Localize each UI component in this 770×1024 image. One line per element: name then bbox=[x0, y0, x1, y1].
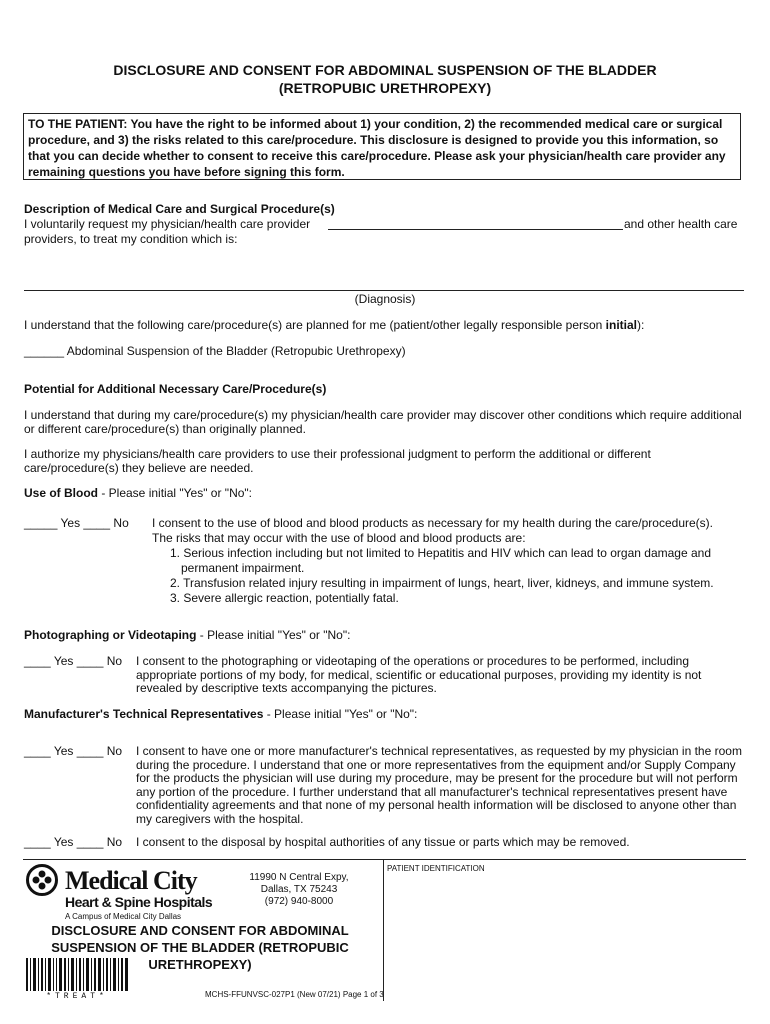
hospital-address: 11990 N Central Expy, Dallas, TX 75243 (972) 940-8000 bbox=[249, 872, 349, 907]
treat-label: *TREAT* bbox=[46, 992, 108, 1001]
blood-consent: I consent to the use of blood and blood products as necessary for my health during the care/procedure(s). bbox=[152, 516, 713, 530]
page-subtitle: (RETROPUBIC URETHROPEXY) bbox=[278, 80, 492, 96]
list-item: 3. Severe allergic reaction, potentially fatal. bbox=[170, 591, 399, 605]
description-heading: Description of Medical Care and Surgical Procedure(s) bbox=[24, 202, 335, 216]
planned-procedure-text: I understand that the following care/procedure(s) are planned for me (patient/other legally responsible person initial): bbox=[24, 318, 645, 332]
list-item: 2. Transfusion related injury resulting in impairment of lungs, heart, liver, kidneys, and immune system. bbox=[170, 576, 714, 590]
medical-city-logo-icon bbox=[26, 864, 58, 896]
manufacturer-heading: Manufacturer's Technical Representatives - Please initial "Yes" or "No": bbox=[24, 707, 418, 721]
patient-notice-box: TO THE PATIENT: You have the right to be informed about 1) your condition, 2) the recommended medical care or surgical procedure, and 3) the risks related to this care/procedure. This disclosure is designed to provide you this information, so that you can decide whether to consent to receive this care/procedure. Please ask your physician/health care provider any remaining questions you have before signing this form. bbox=[23, 113, 741, 180]
page-title: DISCLOSURE AND CONSENT FOR ABDOMINAL SUSPENSION OF THE BLADDER bbox=[113, 62, 657, 78]
footer-form-title: DISCLOSURE AND CONSENT FOR ABDOMINAL SUSPENSION OF THE BLADDER (RETROPUBIC URETHROPEXY) bbox=[51, 923, 349, 972]
blood-risks-intro: The risks that may occur with the use of blood and blood products are: bbox=[152, 531, 526, 545]
photo-heading: Photographing or Videotaping - Please initial "Yes" or "No": bbox=[24, 628, 351, 642]
photo-yes-no[interactable]: ____ Yes ____ No bbox=[24, 654, 123, 668]
description-line1-end: and other health care bbox=[624, 217, 738, 231]
additional-para1: I understand that during my care/procedure(s) my physician/health care provider may discover other conditions which require additional or different care/procedure(s) than originally planned. bbox=[24, 408, 742, 436]
barcode bbox=[26, 958, 128, 991]
footer-vertical-divider bbox=[383, 859, 384, 1001]
form-number: MCHS-FFUNVSC-027P1 (New 07/21) Page 1 of 3 bbox=[205, 990, 384, 999]
logo-name: Medical City bbox=[65, 866, 197, 895]
additional-para2: I authorize my physicians/health care providers to use their professional judgment to perform the additional or different care/procedure(s) they believe are needed. bbox=[24, 447, 651, 475]
procedure-initial-line[interactable]: ______ Abdominal Suspension of the Bladder (Retropubic Urethropexy) bbox=[24, 344, 406, 358]
disposal-consent: I consent to the disposal by hospital authorities of any tissue or parts which may be removed. bbox=[136, 835, 630, 849]
blood-heading: Use of Blood - Please initial "Yes" or "No": bbox=[24, 486, 252, 500]
blood-yes-no[interactable]: _____ Yes ____ No bbox=[24, 516, 129, 530]
logo-campus: A Campus of Medical City Dallas bbox=[65, 912, 182, 921]
patient-identification-label: PATIENT IDENTIFICATION bbox=[387, 864, 485, 873]
disposal-yes-no[interactable]: ____ Yes ____ No bbox=[24, 835, 123, 849]
list-item: 1. Serious infection including but not limited to Hepatitis and HIV which can lead to organ damage and bbox=[170, 546, 711, 560]
description-line2: providers, to treat my condition which is: bbox=[24, 232, 238, 246]
footer-divider bbox=[23, 859, 746, 860]
additional-heading: Potential for Additional Necessary Care/Procedure(s) bbox=[24, 382, 327, 396]
provider-name-field[interactable] bbox=[328, 229, 623, 230]
description-line1-start: I voluntarily request my physician/health care provider bbox=[24, 217, 311, 231]
list-item: permanent impairment. bbox=[181, 561, 305, 575]
logo-subtitle: Heart & Spine Hospitals bbox=[65, 894, 213, 910]
photo-consent: I consent to the photographing or videotaping of the operations or procedures to be performed, including appropriate portions of my body, for medical, scientific or educational purposes, providing my identity is not revealed by descriptive texts accompanying the pictures. bbox=[136, 654, 702, 695]
diagnosis-label: (Diagnosis) bbox=[354, 292, 416, 306]
manufacturer-yes-no[interactable]: ____ Yes ____ No bbox=[24, 744, 123, 758]
blood-risks-list bbox=[170, 546, 745, 606]
manufacturer-consent: I consent to have one or more manufacturer's technical representatives, as requested by my physician in the room during the procedure. I understand that one or more representatives from the equipment and/or Supply Company for the products the physician will use during my procedure, may be present for the procedure but will not perform any portion of the procedure. I further understand that all manufacturer's technical representatives present have confidentiality agreements and that none of my personal health information will be disclosed to anyone other than my caregivers with the hospital. bbox=[136, 744, 742, 826]
diagnosis-field[interactable] bbox=[24, 290, 744, 291]
